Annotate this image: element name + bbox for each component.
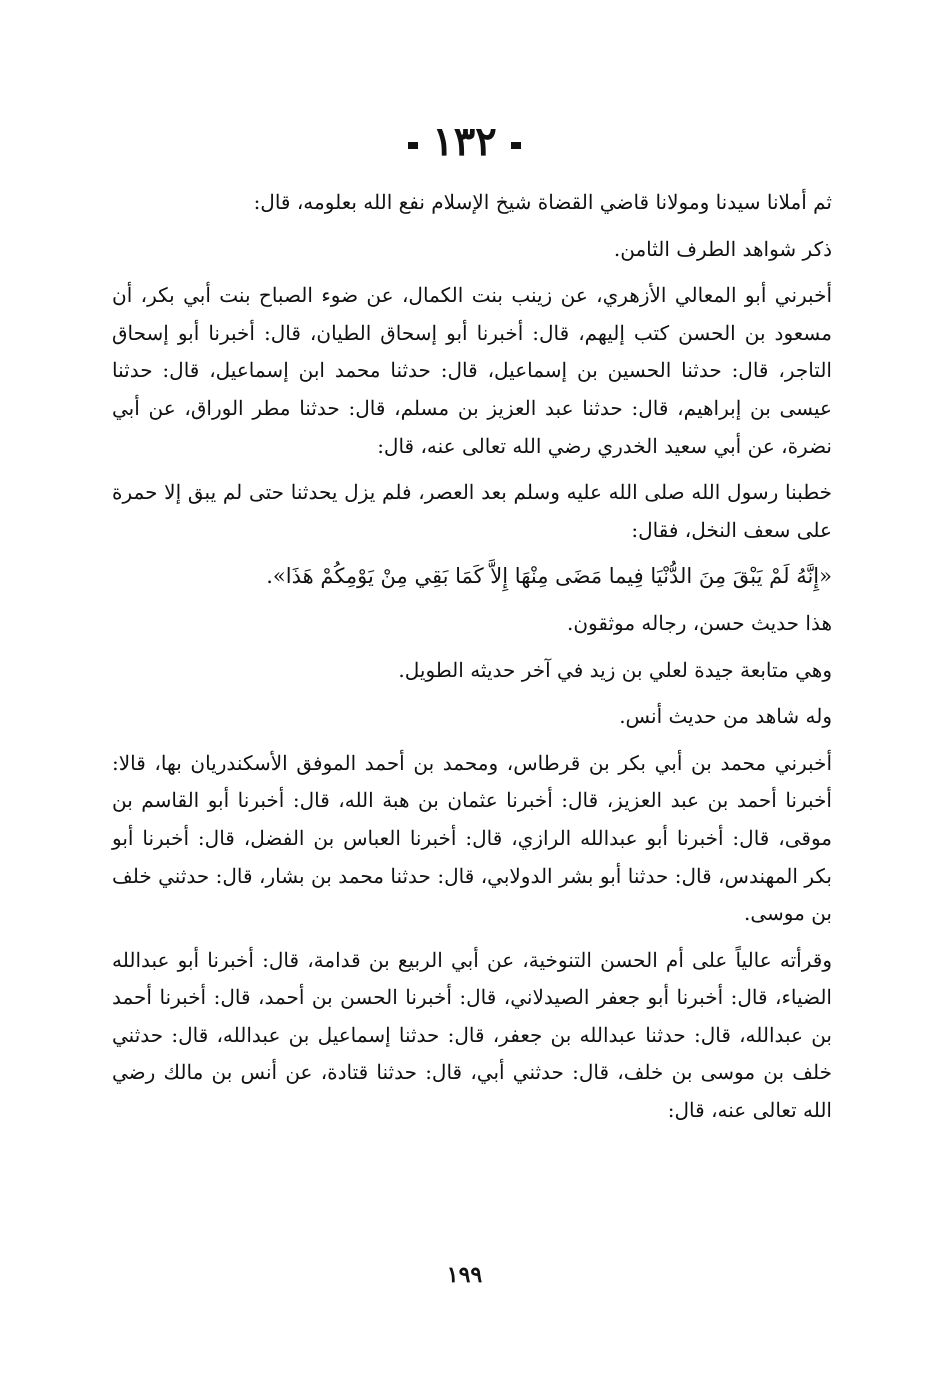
paragraph-isnad-2: أخبرني محمد بن أبي بكر بن قرطاس، ومحمد بن أحمد الموفق الأسكندريان بها، قالا: أخبرنا أحمد بن عبد العزيز، قال: أخبرنا عثمان بن هبة الله، قال: أخبرنا أبو القاسم بن موقى، قال: أخبرنا أبو عبدالله الرازي، قال: أخبرنا العباس بن الفضل، قال: أخبرنا أبو بكر المهندس، قال: حدثنا أبو بشر الدولابي، قال: حدثنا محمد بن بشار، قال: حدثني خلف بن موسى. (112, 750, 833, 926)
paragraph-title: ذكر شواهد الطرف الثامن. (613, 236, 832, 261)
section-heading (0, 118, 929, 166)
paragraph-grading: هذا حديث حسن، رجاله موثقون. (566, 610, 832, 635)
paragraph-shahid: وله شاهد من حديث أنس. (619, 704, 832, 729)
paragraph-mutabaa: وهي متابعة جيدة لعلي بن زيد في آخر حديثه الطويل. (398, 657, 832, 682)
paragraph-isnad-3: وقرأته عالياً على أم الحسن التنوخية، عن أبي الربيع بن قدامة، قال: أخبرنا أبو عبدالله الضياء، قال: أخبرنا أبو جعفر الصيدلاني، قال: أخبرنا الحسن بن أحمد، قال: أخبرنا أحمد بن عبدالله، قال: حدثنا عبدالله بن جعفر، قال: حدثنا إسماعيل بن عبدالله، قال: حدثني خلف بن موسى بن خلف، قال: حدثني أبي، قال: حدثنا قتادة، عن أنس بن مالك رضي الله تعالى عنه، قال: (112, 947, 832, 1123)
paragraph-hadith-quote: «إِنَّهُ لَمْ يَبْقَ مِنَ الدُّنْيَا فِيما مَضَى مِنْهَا إِلاَّ كَمَا بَقِي مِنْ يَوْمِكُمْ هَذَا». (266, 564, 832, 589)
section-number: ١٣٢ (432, 118, 497, 165)
heading-dash-left (408, 142, 418, 149)
body-text (112, 184, 832, 1139)
heading-dash-right (511, 142, 521, 149)
paragraph-isnad-1: أخبرني أبو المعالي الأزهري، عن زينب بنت الكمال، عن ضوء الصباح بنت أبي بكر، أن مسعود بن الحسن كتب إليهم، قال: أخبرنا أبو إسحاق الطيان، قال: أخبرنا أبو إسحاق التاجر، قال: حدثنا الحسين بن إسماعيل، قال: حدثنا محمد ابن إسماعيل، قال: حدثنا عيسى بن إبراهيم، قال: حدثنا عبد العزيز بن مسلم، قال: حدثنا مطر الوراق، عن أبي نضرة، عن أبي سعيد الخدري رضي الله تعالى عنه، قال: (112, 283, 832, 458)
page-number: ١٩٩ (446, 1262, 483, 1288)
paragraph-matn-intro: خطبنا رسول الله صلى الله عليه وسلم بعد العصر، فلم يزل يحدثنا حتى لم يبق إلا حمرة على سعف النخل، فقال: (112, 480, 832, 542)
paragraph-intro: ثم أملانا سيدنا ومولانا قاضي القضاة شيخ الإسلام نفع الله بعلومه، قال: (253, 190, 832, 214)
